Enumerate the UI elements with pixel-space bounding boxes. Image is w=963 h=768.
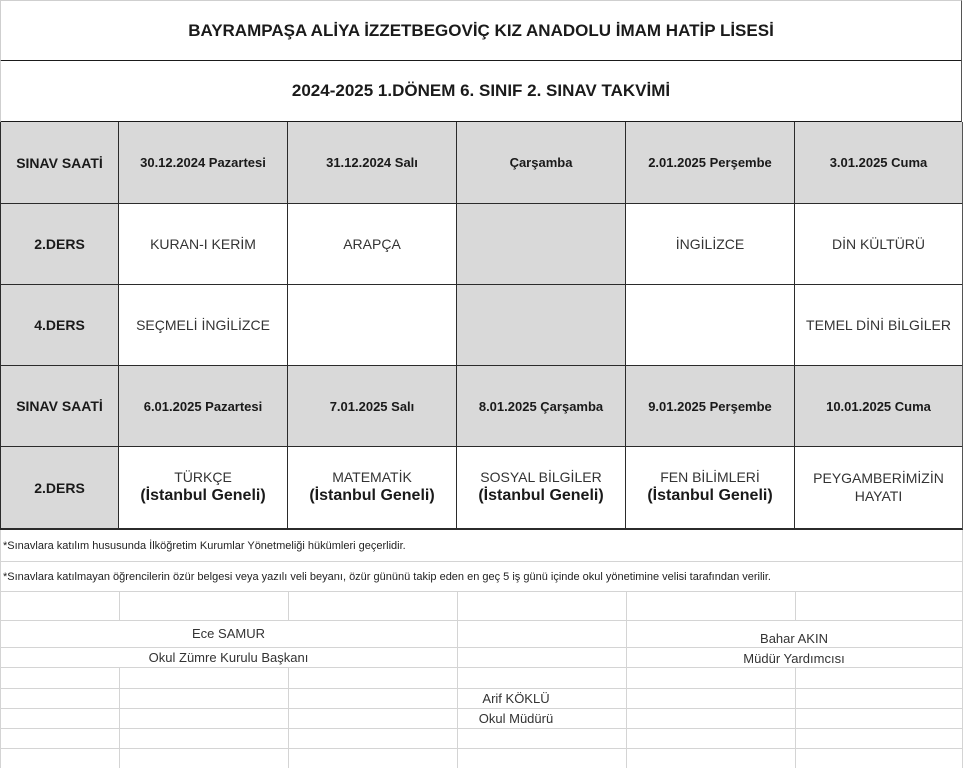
exam-cell-empty — [626, 285, 796, 367]
exam-subject-line2: HAYATI — [854, 487, 903, 504]
week2-day: 7.01.2025 Salı — [288, 366, 458, 448]
exam-cell-empty — [288, 285, 458, 367]
week2-header-label: SINAV SAATİ — [0, 366, 120, 448]
school-name: BAYRAMPAŞA ALİYA İZZETBEGOVİÇ KIZ ANADOLU İMAM HATİP LİSESİ — [0, 0, 962, 62]
exam-cell: KURAN-I KERİM — [119, 204, 289, 286]
week1-row-label: 4.DERS — [0, 285, 120, 367]
exam-cell: ARAPÇA — [288, 204, 458, 286]
note-2: *Sınavlara katılmayan öğrencilerin özür belgesi veya yazılı veli beyanı, özür gününü takip eden en geç 5 iş günü içinde okul yönetimine velisi tarafından verilir. — [0, 562, 962, 592]
exam-scope: (İstanbul Geneli) — [140, 487, 266, 505]
signature-title: Müdür Yardımcısı — [743, 651, 845, 666]
exam-cell — [457, 447, 627, 530]
exam-scope: (İstanbul Geneli) — [478, 487, 604, 505]
week2-day: 6.01.2025 Pazartesi — [119, 366, 289, 448]
exam-subject: MATEMATİK — [332, 468, 412, 485]
schedule-title: 2024-2025 1.DÖNEM 6. SINIF 2. SINAV TAKVİMİ — [0, 61, 962, 123]
exam-cell — [626, 447, 796, 530]
week1-day: 2.01.2025 Perşembe — [626, 122, 796, 205]
week1-row-label: 2.DERS — [0, 204, 120, 286]
exam-cell: İNGİLİZCE — [626, 204, 796, 286]
signature-name: Ece SAMUR — [192, 626, 265, 641]
exam-cell-empty — [457, 204, 627, 286]
exam-scope: (İstanbul Geneli) — [647, 487, 773, 505]
week1-day: 3.01.2025 Cuma — [795, 122, 963, 205]
exam-subject: PEYGAMBERİMİZİN — [813, 470, 944, 486]
exam-scope: (İstanbul Geneli) — [309, 487, 435, 505]
week2-day: 8.01.2025 Çarşamba — [457, 366, 627, 448]
exam-cell: TEMEL DİNİ BİLGİLER — [795, 285, 963, 367]
exam-subject: SOSYAL BİLGİLER — [480, 468, 602, 485]
signature-name: Bahar AKIN — [760, 631, 828, 646]
signature-title: Okul Zümre Kurulu Başkanı — [148, 650, 309, 665]
week2-day: 9.01.2025 Perşembe — [626, 366, 796, 448]
exam-cell — [119, 447, 289, 530]
exam-cell: SEÇMELİ İNGİLİZCE — [119, 285, 289, 367]
week1-day: Çarşamba — [457, 122, 627, 205]
week2-day: 10.01.2025 Cuma — [795, 366, 963, 448]
exam-cell: DİN KÜLTÜRÜ — [795, 204, 963, 286]
week1-day: 30.12.2024 Pazartesi — [119, 122, 289, 205]
exam-subject: TÜRKÇE — [174, 468, 232, 485]
week2-row-label: 2.DERS — [0, 447, 120, 530]
exam-cell — [795, 447, 963, 530]
exam-subject: FEN BİLİMLERİ — [660, 468, 760, 485]
exam-cell — [288, 447, 458, 530]
signature-name: Arif KÖKLÜ — [482, 691, 550, 706]
week1-day: 31.12.2024 Salı — [288, 122, 458, 205]
note-1: *Sınavlara katılım hususunda İlköğretim Kurumlar Yönetmeliği hükümleri geçerlidir. — [0, 530, 962, 562]
signature-title: Okul Müdürü — [478, 711, 554, 726]
exam-cell-empty — [457, 285, 627, 367]
week1-header-label: SINAV SAATİ — [0, 122, 120, 205]
